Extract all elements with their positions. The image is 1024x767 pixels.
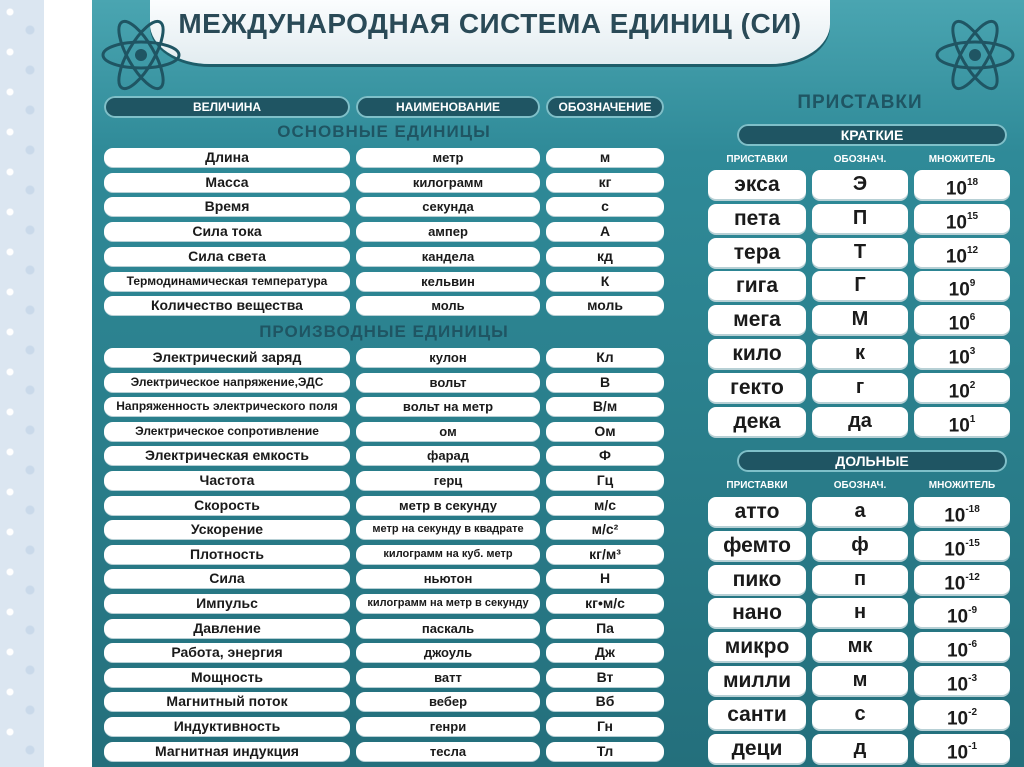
prefix-name: санти bbox=[708, 700, 806, 729]
prefix-multiplier bbox=[914, 407, 1010, 436]
unit-name: килограмм на куб. метр bbox=[356, 545, 540, 564]
unit-symbol: м/с² bbox=[546, 520, 664, 539]
unit-symbol: кг/м³ bbox=[546, 545, 664, 564]
prefix-name: гига bbox=[708, 271, 806, 300]
prefix-multiplier bbox=[914, 497, 1010, 526]
unit-name: килограмм на метр в секунду bbox=[356, 594, 540, 613]
unit-quantity: Магнитная индукция bbox=[104, 742, 350, 761]
prefix-name: мега bbox=[708, 305, 806, 334]
unit-quantity: Работа, энергия bbox=[104, 643, 350, 662]
unit-quantity: Магнитный поток bbox=[104, 692, 350, 711]
unit-symbol: кд bbox=[546, 247, 664, 266]
unit-symbol: Вб bbox=[546, 692, 664, 711]
page-title: МЕЖДУНАРОДНАЯ СИСТЕМА ЕДИНИЦ (СИ) bbox=[178, 8, 802, 39]
prefix-symbol: к bbox=[812, 339, 908, 368]
multiplier-base: 10 bbox=[944, 505, 966, 527]
unit-symbol: м/с bbox=[546, 496, 664, 515]
unit-quantity: Количество вещества bbox=[104, 296, 350, 315]
unit-name: метр на секунду в квадрате bbox=[356, 520, 540, 539]
unit-symbol: с bbox=[546, 197, 664, 216]
header-name: НАИМЕНОВАНИЕ bbox=[356, 96, 540, 118]
unit-name: ампер bbox=[356, 222, 540, 241]
prefix-symbol: г bbox=[812, 373, 908, 402]
prefix-multiplier bbox=[914, 373, 1010, 402]
unit-symbol: В bbox=[546, 373, 664, 392]
prefix-symbol: Г bbox=[812, 271, 908, 300]
col-multiplier-label: МНОЖИТЕЛЬ bbox=[928, 154, 996, 165]
prefix-name: микро bbox=[708, 632, 806, 661]
unit-quantity: Термодинамическая температура bbox=[104, 272, 350, 291]
unit-quantity: Длина bbox=[104, 148, 350, 167]
unit-symbol: Н bbox=[546, 569, 664, 588]
unit-symbol: В/м bbox=[546, 397, 664, 416]
unit-name: моль bbox=[356, 296, 540, 315]
unit-name: вольт на метр bbox=[356, 397, 540, 416]
unit-quantity: Скорость bbox=[104, 496, 350, 515]
prefix-name: фемто bbox=[708, 531, 806, 560]
multiplier-exponent: 2 bbox=[969, 379, 976, 391]
multiplier-base: 10 bbox=[945, 178, 967, 200]
unit-symbol: Дж bbox=[546, 643, 664, 662]
multiplier-exponent: -1 bbox=[968, 740, 978, 752]
multiplier-base: 10 bbox=[946, 606, 969, 628]
prefix-symbol: ф bbox=[812, 531, 908, 560]
prefix-name: атто bbox=[708, 497, 806, 526]
unit-name: кельвин bbox=[356, 272, 540, 291]
header-quantity: ВЕЛИЧИНА bbox=[104, 96, 350, 118]
unit-quantity: Масса bbox=[104, 173, 350, 192]
prefix-name: милли bbox=[708, 666, 806, 695]
unit-symbol: Гн bbox=[546, 717, 664, 736]
unit-symbol: Ф bbox=[546, 446, 664, 465]
col-multiplier-label-sub: МНОЖИТЕЛЬ bbox=[928, 480, 996, 491]
multiplier-exponent: 9 bbox=[969, 278, 976, 290]
prefix-multiplier bbox=[914, 565, 1010, 594]
unit-symbol: А bbox=[546, 222, 664, 241]
unit-symbol: кг bbox=[546, 173, 664, 192]
multiplier-exponent: -2 bbox=[968, 706, 978, 718]
unit-symbol: Ом bbox=[546, 422, 664, 441]
prefix-name: дека bbox=[708, 407, 806, 436]
multiplier-exponent: 3 bbox=[969, 346, 976, 357]
prefix-symbol: н bbox=[812, 598, 908, 627]
multiplier-exponent: 6 bbox=[969, 312, 976, 324]
unit-name: джоуль bbox=[356, 643, 540, 662]
multiplier-base: 10 bbox=[948, 313, 970, 335]
prefixes-title: ПРИСТАВКИ bbox=[797, 92, 923, 113]
prefix-name: деци bbox=[708, 734, 806, 763]
unit-symbol: Вт bbox=[546, 668, 664, 687]
prefix-symbol: да bbox=[812, 407, 908, 436]
prefix-name: нано bbox=[708, 598, 806, 627]
unit-name: ватт bbox=[356, 668, 540, 687]
col-symbol-label: ОБОЗНАЧ. bbox=[833, 154, 887, 165]
prefix-symbol: п bbox=[812, 565, 908, 594]
prefix-name: тера bbox=[708, 238, 806, 267]
unit-quantity: Напряженность электрического поля bbox=[104, 397, 350, 416]
multiplier-exponent: 15 bbox=[967, 210, 979, 222]
multiplier-base: 10 bbox=[946, 741, 969, 763]
multiples-title: КРАТКИЕ bbox=[737, 124, 1007, 146]
unit-name: тесла bbox=[356, 742, 540, 761]
unit-name: фарад bbox=[356, 446, 540, 465]
unit-symbol: Па bbox=[546, 619, 664, 638]
multiplier-base: 10 bbox=[944, 572, 966, 594]
multiplier-base: 10 bbox=[948, 414, 970, 436]
unit-name: кандела bbox=[356, 247, 540, 266]
col-symbol-label-sub: ОБОЗНАЧ. bbox=[833, 480, 887, 491]
unit-quantity: Сила света bbox=[104, 247, 350, 266]
unit-quantity: Плотность bbox=[104, 545, 350, 564]
unit-quantity: Сила bbox=[104, 569, 350, 588]
multiplier-base: 10 bbox=[948, 279, 970, 301]
header-symbol: ОБОЗНАЧЕНИЕ bbox=[546, 96, 664, 118]
multiplier-base: 10 bbox=[948, 381, 970, 403]
unit-name: ньютон bbox=[356, 569, 540, 588]
unit-quantity: Импульс bbox=[104, 594, 350, 613]
prefix-symbol: с bbox=[812, 700, 908, 729]
unit-symbol: м bbox=[546, 148, 664, 167]
unit-quantity: Электрический заряд bbox=[104, 348, 350, 367]
col-prefix-label-sub: ПРИСТАВКИ bbox=[726, 480, 788, 491]
unit-name: вебер bbox=[356, 692, 540, 711]
prefix-multiplier bbox=[914, 700, 1010, 729]
multiplier-exponent: -18 bbox=[965, 504, 980, 515]
prefix-multiplier bbox=[914, 598, 1010, 627]
prefix-multiplier bbox=[914, 170, 1010, 199]
base-units-title: ОСНОВНЫЕ ЕДИНИЦЫ bbox=[277, 122, 491, 141]
unit-quantity: Частота bbox=[104, 471, 350, 490]
multiplier-exponent: -9 bbox=[968, 605, 978, 617]
unit-quantity: Ускорение bbox=[104, 520, 350, 539]
prefix-name: гекто bbox=[708, 373, 806, 402]
prefix-symbol: Э bbox=[812, 170, 908, 199]
prefix-symbol: а bbox=[812, 497, 908, 526]
unit-symbol: Кл bbox=[546, 348, 664, 367]
prefix-multiplier bbox=[914, 339, 1010, 368]
multiplier-base: 10 bbox=[945, 245, 967, 267]
prefix-symbol: М bbox=[812, 305, 908, 334]
unit-name: метр в секунду bbox=[356, 496, 540, 515]
multiplier-base: 10 bbox=[946, 708, 969, 730]
prefix-multiplier bbox=[914, 305, 1010, 334]
unit-name: генри bbox=[356, 717, 540, 736]
multiplier-exponent: -3 bbox=[968, 673, 978, 684]
prefix-multiplier bbox=[914, 531, 1010, 560]
atom-icon-right bbox=[930, 10, 1020, 100]
multiplier-exponent: 18 bbox=[967, 177, 979, 188]
multiplier-exponent: 12 bbox=[967, 244, 979, 256]
unit-symbol: моль bbox=[546, 296, 664, 315]
unit-quantity: Давление bbox=[104, 619, 350, 638]
unit-name: секунда bbox=[356, 197, 540, 216]
multiplier-base: 10 bbox=[946, 640, 969, 662]
prefix-symbol: м bbox=[812, 666, 908, 695]
prefix-symbol: д bbox=[812, 734, 908, 763]
multiplier-base: 10 bbox=[946, 674, 969, 696]
unit-quantity: Мощность bbox=[104, 668, 350, 687]
prefix-symbol: П bbox=[812, 204, 908, 233]
prefix-multiplier bbox=[914, 632, 1010, 661]
col-prefix-label: ПРИСТАВКИ bbox=[726, 154, 788, 165]
prefix-name: пета bbox=[708, 204, 806, 233]
unit-symbol: кг•м/с bbox=[546, 594, 664, 613]
atom-icon-left bbox=[96, 10, 186, 100]
unit-quantity: Электрическое сопротивление bbox=[104, 422, 350, 441]
unit-name: кулон bbox=[356, 348, 540, 367]
prefix-multiplier bbox=[914, 271, 1010, 300]
prefix-multiplier bbox=[914, 666, 1010, 695]
multiplier-exponent: 1 bbox=[969, 413, 976, 425]
multiplier-exponent: -6 bbox=[968, 639, 978, 651]
unit-symbol: К bbox=[546, 272, 664, 291]
prefix-multiplier bbox=[914, 204, 1010, 233]
unit-name: метр bbox=[356, 148, 540, 167]
unit-symbol: Гц bbox=[546, 471, 664, 490]
derived-units-title: ПРОИЗВОДНЫЕ ЕДИНИЦЫ bbox=[259, 322, 509, 341]
multiplier-base: 10 bbox=[945, 212, 967, 234]
prefix-symbol: мк bbox=[812, 632, 908, 661]
prefix-symbol: Т bbox=[812, 238, 908, 267]
multiplier-base: 10 bbox=[948, 347, 970, 369]
prefix-name: кило bbox=[708, 339, 806, 368]
multiplier-exponent: -15 bbox=[965, 537, 980, 549]
multiplier-exponent: -12 bbox=[965, 571, 980, 583]
multiplier-base: 10 bbox=[944, 539, 966, 561]
unit-name: паскаль bbox=[356, 619, 540, 638]
unit-quantity: Индуктивность bbox=[104, 717, 350, 736]
prefix-name: экса bbox=[708, 170, 806, 199]
unit-quantity: Сила тока bbox=[104, 222, 350, 241]
unit-name: килограмм bbox=[356, 173, 540, 192]
unit-name: вольт bbox=[356, 373, 540, 392]
unit-quantity: Время bbox=[104, 197, 350, 216]
submultiples-title: ДОЛЬНЫЕ bbox=[737, 450, 1007, 472]
prefix-name: пико bbox=[708, 565, 806, 594]
unit-name: ом bbox=[356, 422, 540, 441]
unit-quantity: Электрическая емкость bbox=[104, 446, 350, 465]
unit-name: герц bbox=[356, 471, 540, 490]
prefix-multiplier bbox=[914, 238, 1010, 267]
unit-quantity: Электрическое напряжение,ЭДС bbox=[104, 373, 350, 392]
prefix-multiplier bbox=[914, 734, 1010, 763]
unit-symbol: Тл bbox=[546, 742, 664, 761]
